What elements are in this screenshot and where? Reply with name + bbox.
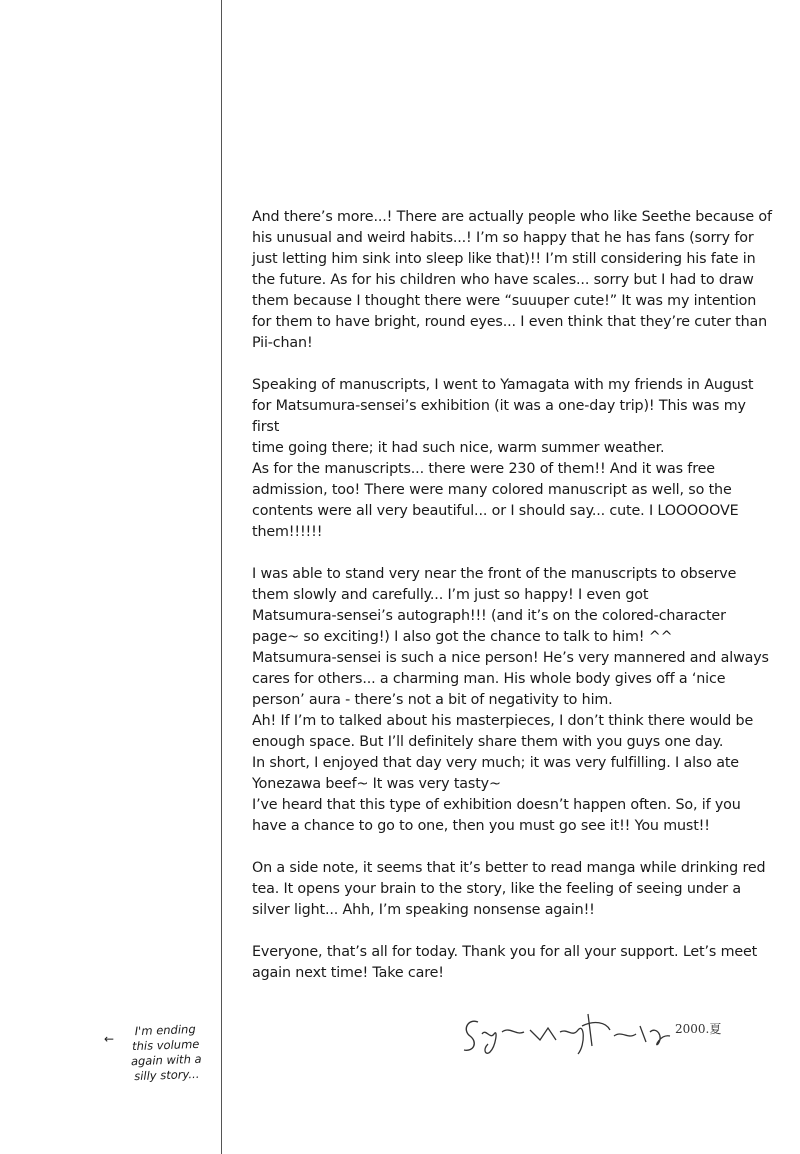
paragraph-autograph: I was able to stand very near the front of the manuscripts to observe them slowly and carefully... I’m just so happy! I even got Matsumura-sensei’s autograph!!! (and it’s on the colored-character page~ so exciting!) I also got the chance to talk to him! ^^ Matsumura-sensei is such a nice person! He’s very mannered and always cares for others... a charming man. His whole body gives off a ‘nice person’ aura - there’s not a bit of negativity to him. Ah! If I’m to talked about his masterpieces, I don’t think there would be enough space. But I’ll definitely share them with you guys one day. In short, I enjoyed that day very much; it was very fulfilling. I also ate Yonezawa beef~ It was very tasty~ I’ve heard that this type of exhibition doesn’t happen often. So, if you have a chance to go to one, then you must go see it!! You must!! xyxy=(252,566,769,834)
page-margin-divider xyxy=(221,0,222,1154)
letter-body xyxy=(252,207,772,1005)
side-note-line: I'm ending xyxy=(134,1021,196,1039)
signature-date: 2000.夏 xyxy=(675,1022,722,1036)
side-note-line: this volume xyxy=(131,1036,200,1054)
paragraph-closing: Everyone, that’s all for today. Thank you for all your support. Let’s meet again next time! Take care! xyxy=(252,944,758,981)
side-note-text xyxy=(115,1021,217,1084)
side-note-line: silly story... xyxy=(133,1066,200,1084)
arrow-left-icon: ← xyxy=(104,1032,115,1046)
paragraph-exhibition-trip: Speaking of manuscripts, I went to Yamagata with my friends in August for Matsumura-sensei’s exhibition (it was a one-day trip)! This was my first time going there; it had such nice, warm summer weather. As for the manuscripts... there were 230 of them!! And it was free admission, too! There were many colored manuscript as well, so the contents were all very beautiful... or I should say... cute. I LOOOOOVE them!!!!!! xyxy=(252,377,754,540)
side-note-line: again with a xyxy=(130,1051,202,1069)
paragraph-side-note: On a side note, it seems that it’s better to read manga while drinking red tea. It opens your brain to the story, like the feeling of seeing under a silver light... Ahh, I’m speaking nonsense again!! xyxy=(252,860,766,918)
paragraph-seethe-fans: And there’s more...! There are actually people who like Seethe because of his unusual and weird habits...! I’m so happy that he has fans (sorry for just letting him sink into sleep like that)!! I’m still considering his fate in the future. As for his children who have scales... sorry but I had to draw them because I thought there were “suuuper cute!” It was my intention for them to have bright, round eyes... I even think that they’re cuter than Pii-chan! xyxy=(252,209,772,351)
